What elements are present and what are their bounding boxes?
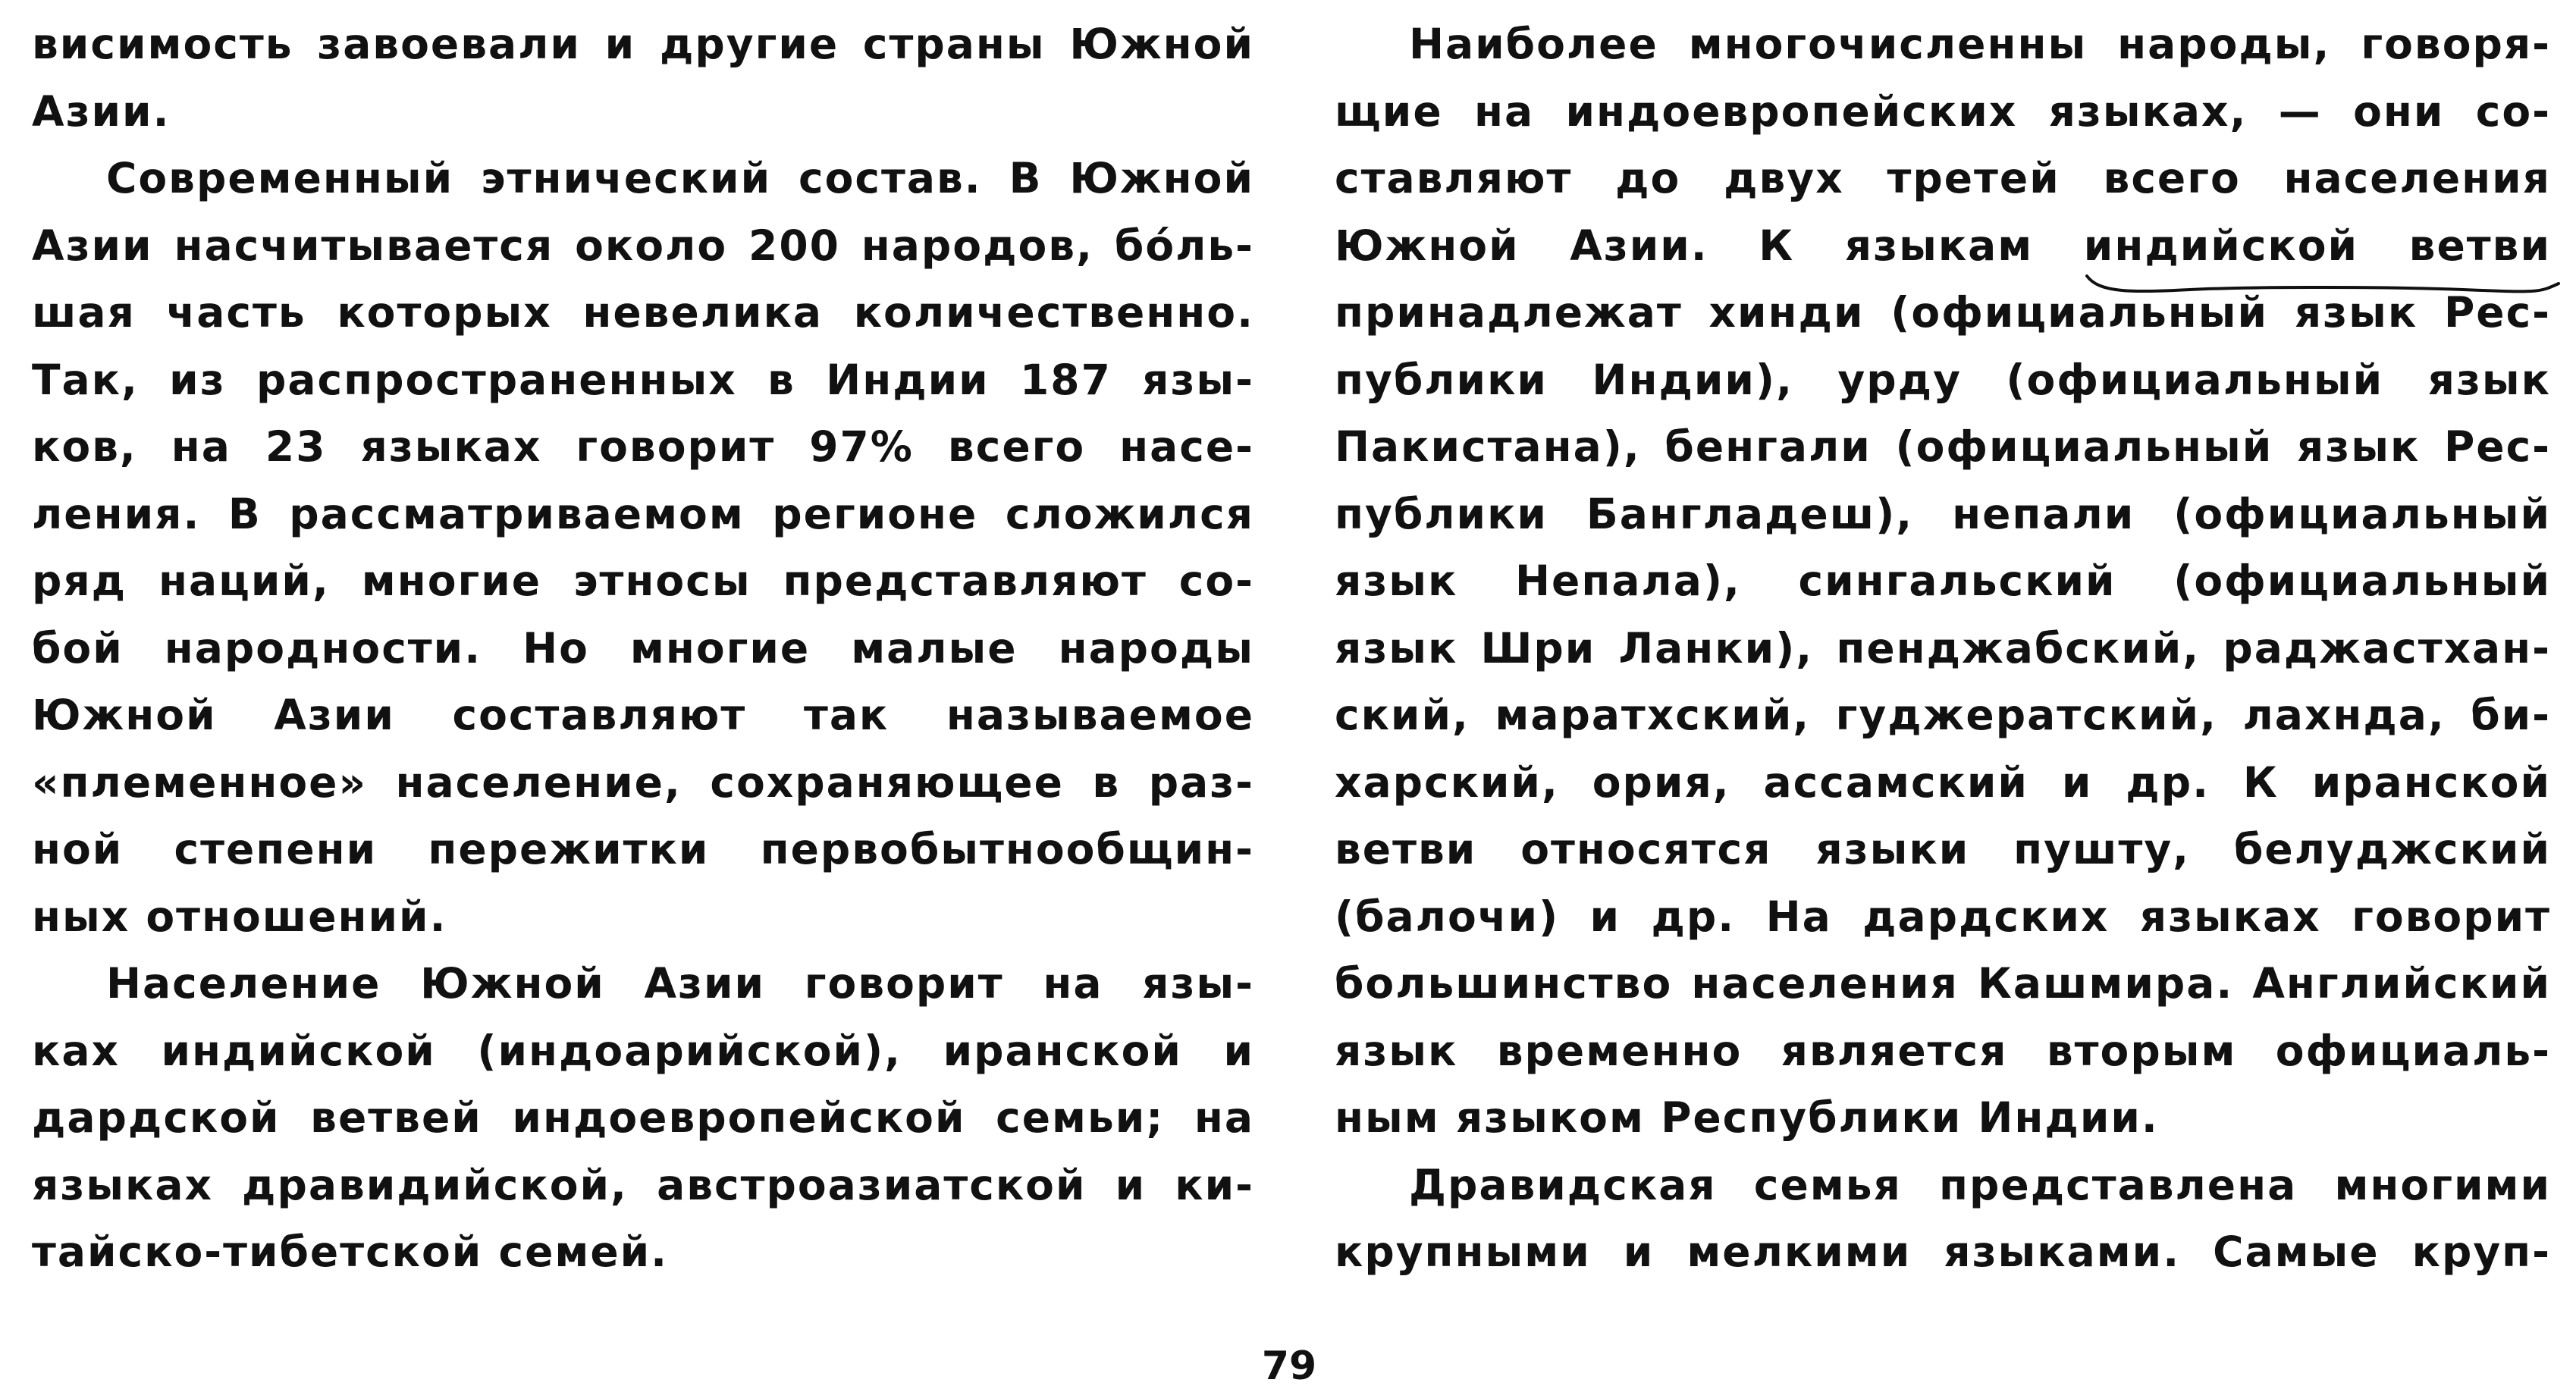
text-line: большинство населения Кашмира. Английский bbox=[1335, 959, 2551, 1008]
text-line: публики Бангладеш), непали (официальный bbox=[1335, 489, 2551, 538]
handwritten-underline-mark bbox=[2084, 270, 2562, 300]
text-line: язык Непала), сингальский (официальный bbox=[1335, 557, 2551, 605]
text-line: ставляют до двух третей всего населения bbox=[1335, 154, 2551, 202]
text-line: щие на индоевропейских языках, — они со- bbox=[1335, 86, 2551, 136]
left-column bbox=[32, 11, 1254, 1286]
text-line: ным языком Республики Индии. bbox=[1335, 1093, 2159, 1142]
text-line: ления. В рассматриваемом регионе сложился bbox=[32, 489, 1254, 538]
text-line: ский, маратхский, гуджератский, лахнда, би- bbox=[1335, 691, 2551, 739]
text-line: языках дравидийской, австроазиатской и ки- bbox=[32, 1160, 1254, 1209]
text-line: Наиболее многочисленны народы, говоря- bbox=[1409, 20, 2551, 68]
text-line: Азии насчитывается около 200 народов, бóль- bbox=[32, 221, 1254, 270]
text-line: ных отношений. bbox=[32, 892, 447, 941]
text-line: бой народности. Но многие малые народы bbox=[32, 623, 1254, 673]
text-line: крупными и мелкими языками. Самые круп- bbox=[1335, 1228, 2551, 1276]
text-line: Население Южной Азии говорит на язы- bbox=[106, 959, 1254, 1008]
text-line: язык Шри Ланки), пенджабский, раджастхан- bbox=[1335, 623, 2551, 673]
right-column bbox=[1335, 11, 2551, 1286]
text-line: ветви относятся языки пушту, белуджский bbox=[1335, 825, 2551, 873]
text-line: (балочи) и др. На дардских языках говорит bbox=[1335, 892, 2551, 941]
text-line: ной степени пережитки первобытнообщин- bbox=[32, 825, 1254, 873]
text-line: Южной Азии. К языкам индийской ветви bbox=[1335, 221, 2551, 270]
page-number: 79 bbox=[1261, 1344, 1317, 1389]
paragraph-heading-line bbox=[32, 145, 1254, 212]
text-line: ков, на 23 языках говорит 97% всего насе- bbox=[32, 422, 1254, 471]
text-line: язык временно является вторым официаль- bbox=[1335, 1026, 2551, 1075]
text-line: тайско-тибетской семей. bbox=[32, 1228, 669, 1276]
text-line: Так, из распространенных в Индии 187 язы- bbox=[32, 355, 1254, 404]
text-line: Азии. bbox=[32, 86, 171, 136]
text-line: Дравидская семья представлена многими bbox=[1409, 1160, 2551, 1209]
text-line: «племенное» население, сохраняющее в раз- bbox=[32, 757, 1254, 807]
section-heading: Современный этнический состав. bbox=[106, 154, 982, 202]
text-fragment: В Южной bbox=[981, 154, 1254, 202]
text-line: ках индийской (индоарийской), иранской и bbox=[32, 1026, 1254, 1075]
text-line: шая часть которых невелика количественно. bbox=[32, 288, 1254, 337]
text-line: публики Индии), урду (официальный язык bbox=[1335, 355, 2551, 404]
text-line: харский, ория, ассамский и др. К иранской bbox=[1335, 757, 2551, 807]
text-line: ряд наций, многие этносы представляют со- bbox=[32, 557, 1254, 605]
text-line: Южной Азии составляют так называемое bbox=[32, 691, 1254, 739]
text-line: принадлежат хинди (официальный язык Рес- bbox=[1335, 288, 2551, 337]
text-line: дардской ветвей индоевропейской семьи; на bbox=[32, 1093, 1254, 1142]
text-line: висимость завоевали и другие страны Южной bbox=[32, 20, 1254, 68]
text-line: Пакистана), бенгали (официальный язык Рес- bbox=[1335, 422, 2551, 471]
